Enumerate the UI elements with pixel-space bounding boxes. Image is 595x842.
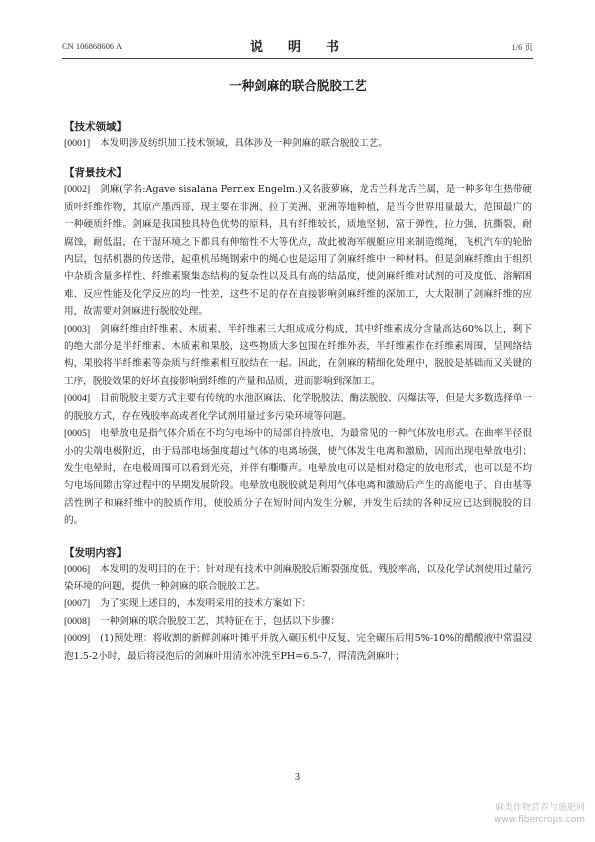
page-header: [62, 36, 533, 56]
paragraph-text: 剑麻(学名:Agave sisalana Perr.ex Engelm.)又名菠萝麻，龙舌兰科龙舌兰属，是一种多年生热带硬质叶纤维作物，其原产墨西哥，现主要在非洲、拉丁美洲、亚洲等地种植，是当今世界用量最大，范围最广的一种硬质纤维。剑麻是我国独具特色优势的原料，具有纤维较长，质地坚韧，富于弹性，拉力强，抗撕裂，耐腐蚀，耐低温，在干湿环境之下都具有伸缩性不大等优点，故此被海军舰艇应用来制造缆绳，飞机汽车的轮胎内层，包括机器的传送带，起重机吊绳钢索中的绳心也是运用了剑麻纤维中一种材料。但是剑麻纤维由于组织中杂质含量多样性、纤维素聚集态结构的复杂性以及具有高的结晶度，使剑麻纤维对试剂的可及度低、溶解困难、反应性能及化学反应的均一性差，这些不足的存在直接影响剑麻纤维的深加工，大大限制了剑麻纤维的应用，故需要对剑麻进行脱胶处理。: [64, 184, 532, 318]
paragraph-number: [0004]: [64, 393, 91, 405]
paragraph: [64, 321, 532, 391]
section-invention-content: [64, 546, 532, 665]
paragraph-text: 本发明的发明目的在于：针对现有技术中剑麻脱胶后断裂强度低、残胶率高，以及化学试剂使用过量污染环境的问题，提供一种剑麻的联合脱胶工艺。: [64, 563, 532, 592]
paragraph-number: [0001]: [64, 138, 91, 149]
paragraph: [64, 135, 532, 152]
page-number: 3: [295, 772, 300, 783]
paragraph: [64, 613, 532, 630]
paragraph-number: [0003]: [64, 323, 91, 335]
page-indicator: 1/6 页: [511, 42, 533, 52]
document-type: 说 明 书: [249, 40, 345, 55]
header-rule: [62, 58, 533, 59]
paragraph-number: [0006]: [64, 563, 91, 575]
paragraph: [64, 595, 532, 612]
section-heading: 【技术领域】: [64, 121, 127, 133]
watermark-site-name: 麻类作物营养与施肥网: [494, 803, 585, 813]
paragraph-text: 电晕放电是指气体介质在不均匀电场中的局部自持放电，为最常见的一种气体放电形式。在曲率半径很小的尖端电极附近，由于局部电场强度超过气体的电离场强，使气体发生电离和激励，因而出现电晕放电引；发生电晕时，在电极周围可以看到光亮，并伴有嘶嘶声。电晕放电可以是相对稳定的放电形式，也可以是不均匀电场间隙击穿过程中的早期发展阶段。电晕放电脱胶就是利用气体电离和激励后产生的高能电子、自由基等活性例子和麻纤维中的胶质作用，使胶质分子在短时间内发生分解，并发生后续的各种反应已达到脱胶的目的。: [64, 428, 532, 527]
paragraph-number: [0002]: [64, 184, 91, 196]
site-watermark: [494, 802, 585, 826]
section-heading: 【背景技术】: [64, 167, 127, 180]
paragraph-text: 目前脱胶主要方式主要有传统的水池沤麻法、化学脱胶法、酶法脱胶、闪爆法等，但是大多数选择单一的脱胶方式，存在残胶率高或者化学试剂用量过多污染环境等问题。: [64, 393, 532, 422]
paragraph-number: [0007]: [64, 598, 91, 610]
section-heading: 【发明内容】: [64, 546, 127, 559]
paragraph-text: 一种剑麻的联合脱胶工艺，其特征在于，包括以下步骤：: [100, 615, 340, 627]
watermark-url: www.fibercrops.com: [494, 815, 585, 825]
paragraph-text: (1)预处理：将收割的新鲜剑麻叶摊平并放入碾压机中反复、完全碾压后用5%-10%的醋酸液中常温浸泡1.5-2小时，最后将浸泡后的剑麻叶用清水冲洗至PH=6.5-7，得清洗剑麻叶；: [64, 633, 532, 662]
paragraph-text: 本发明涉及纺织加工技术领域，具体涉及一种剑麻的联合脱胶工艺。: [100, 138, 388, 149]
paragraph-text: 为了实现上述目的，本发明采用的技术方案如下：: [100, 598, 312, 610]
document-title: 一种剑麻的联合脱胶工艺: [229, 78, 367, 93]
paragraph: [64, 181, 532, 320]
section-background: [64, 166, 532, 529]
document-body: [64, 76, 532, 665]
section-technical-field: [64, 120, 532, 152]
paragraph: [64, 630, 532, 665]
paragraph-text: 剑麻纤维由纤维素、木质素、半纤维素三大组成成分构成，其中纤维素成分含量高达60%以上，剩下的绝大部分是半纤维素、木质素和果胶，这些物质大多包围在纤维外表，半纤维素作在纤维素周围，呈网络结构，果胶将半纤维素等杂质与纤维素相互胶结在一起。因此，在剑麻的精细化处理中，脱胶是基础而又关键的工序，脱胶效果的好坏直接影响到纤维的产量和品质，进而影响到深加工。: [64, 323, 532, 387]
paragraph: [64, 390, 532, 425]
paragraph: [64, 561, 532, 596]
paragraph: [64, 425, 532, 529]
patent-number: CN 106868606 A: [62, 41, 122, 51]
paragraph-number: [0009]: [64, 633, 91, 645]
paragraph-number: [0005]: [64, 428, 91, 440]
paragraph-number: [0008]: [64, 615, 91, 627]
